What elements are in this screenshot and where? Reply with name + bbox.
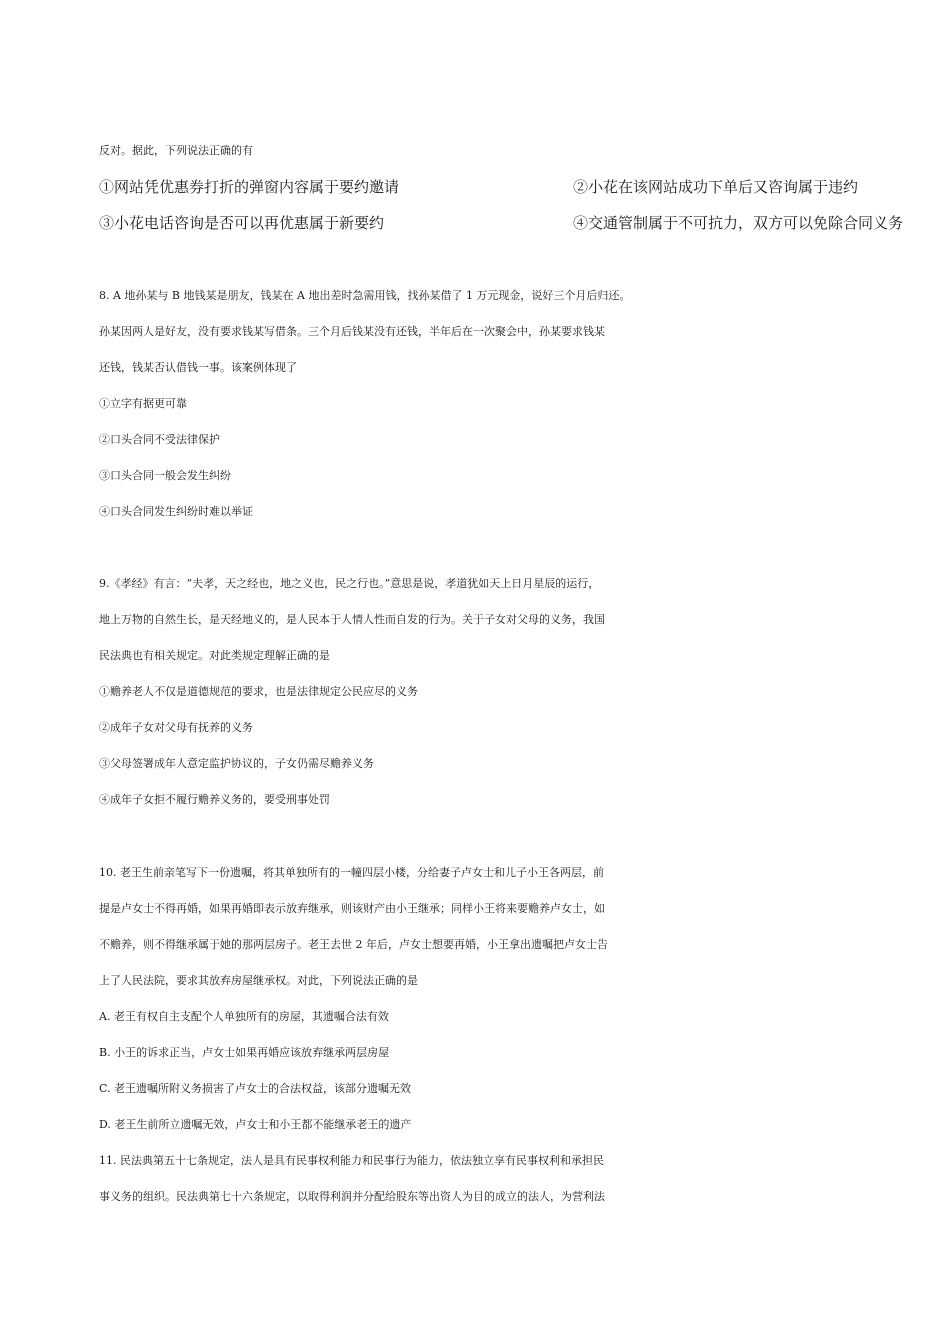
q7-statement-1: ①网站凭优惠券打折的弹窗内容属于要约邀请: [99, 178, 400, 196]
q8-stem-line-2: 孙某因两人是好友，没有要求钱某写借条。三个月后钱某没有还钱，半年后在一次聚会中，孙某要求钱某: [99, 325, 605, 338]
q9-statement-3: ③父母签署成年人意定监护协议的，子女仍需尽赡养义务: [99, 757, 374, 770]
q7-statement-3: ③小花电话咨询是否可以再优惠属于新要约: [99, 214, 385, 232]
q11-stem-line-2: 事义务的组织。民法典第七十六条规定，以取得利润并分配给股东等出资人为目的成立的法人，为营利法: [99, 1190, 605, 1203]
q8-stem-line-1: 8. A 地孙某与 B 地钱某是朋友，钱某在 A 地出差时急需用钱，找孙某借了 1 万元现金，说好三个月后归还。: [99, 289, 631, 302]
q10-stem-line-3: 不赡养，则不得继承属于她的那两层房子。老王去世 2 年后，卢女士想要再婚，小王拿出遗嘱把卢女士告: [99, 938, 608, 951]
q11-stem-line-1: 11. 民法典第五十七条规定，法人是具有民事权利能力和民事行为能力，依法独立享有民事权利和承担民: [99, 1154, 604, 1167]
q8-statement-4: ④口头合同发生纠纷时难以举证: [99, 505, 253, 518]
q9-stem-line-1: 9.《孝经》有言：“夫孝，天之经也，地之义也，民之行也。”意思是说，孝道犹如天上日月星辰的运行，: [99, 577, 600, 590]
q10-option-d: D. 老王生前所立遗嘱无效，卢女士和小王都不能继承老王的遗产: [99, 1118, 412, 1131]
q9-statement-4: ④成年子女拒不履行赡养义务的，要受刑事处罚: [99, 793, 330, 806]
q7-statement-4: ④交通管制属于不可抗力，双方可以免除合同义务: [573, 214, 904, 232]
q10-stem-line-4: 上了人民法院，要求其放弃房屋继承权。对此，下列说法正确的是: [99, 974, 418, 987]
q9-stem-line-2: 地上万物的自然生长，是天经地义的，是人民本于人情人性而自发的行为。关于子女对父母的义务，我国: [99, 613, 605, 626]
q7-statements-row-2: [99, 212, 904, 234]
q10-option-a: A. 老王有权自主支配个人单独所有的房屋，其遗嘱合法有效: [99, 1010, 389, 1023]
q8-statement-3: ③口头合同一般会发生纠纷: [99, 469, 231, 482]
q8-statement-1: ①立字有据更可靠: [99, 397, 187, 410]
q9-statement-1: ①赡养老人不仅是道德规范的要求，也是法律规定公民应尽的义务: [99, 685, 418, 698]
q7-stem-end: 反对。据此，下列说法正确的有: [99, 144, 253, 157]
q10-option-c: C. 老王遗嘱所附义务损害了卢女士的合法权益，该部分遗嘱无效: [99, 1082, 412, 1095]
q9-stem-line-3: 民法典也有相关规定。对此类规定理解正确的是: [99, 649, 330, 662]
q9-statement-2: ②成年子女对父母有抚养的义务: [99, 721, 253, 734]
q10-option-b: B. 小王的诉求正当，卢女士如果再婚应该放弃继承两层房屋: [99, 1046, 390, 1059]
q7-statements-row-1: [99, 176, 859, 198]
q10-stem-line-2: 提是卢女士不得再婚，如果再婚即表示放弃继承，则该财产由小王继承；同样小王将来要赡养卢女士，如: [99, 902, 605, 915]
q8-stem-line-3: 还钱，钱某否认借钱一事。该案例体现了: [99, 361, 297, 374]
q10-stem-line-1: 10. 老王生前亲笔写下一份遗嘱，将其单独所有的一幢四层小楼，分给妻子卢女士和儿子小王各两层，前: [99, 866, 604, 879]
q8-statement-2: ②口头合同不受法律保护: [99, 433, 220, 446]
q7-statement-2: ②小花在该网站成功下单后又咨询属于违约: [573, 178, 859, 196]
